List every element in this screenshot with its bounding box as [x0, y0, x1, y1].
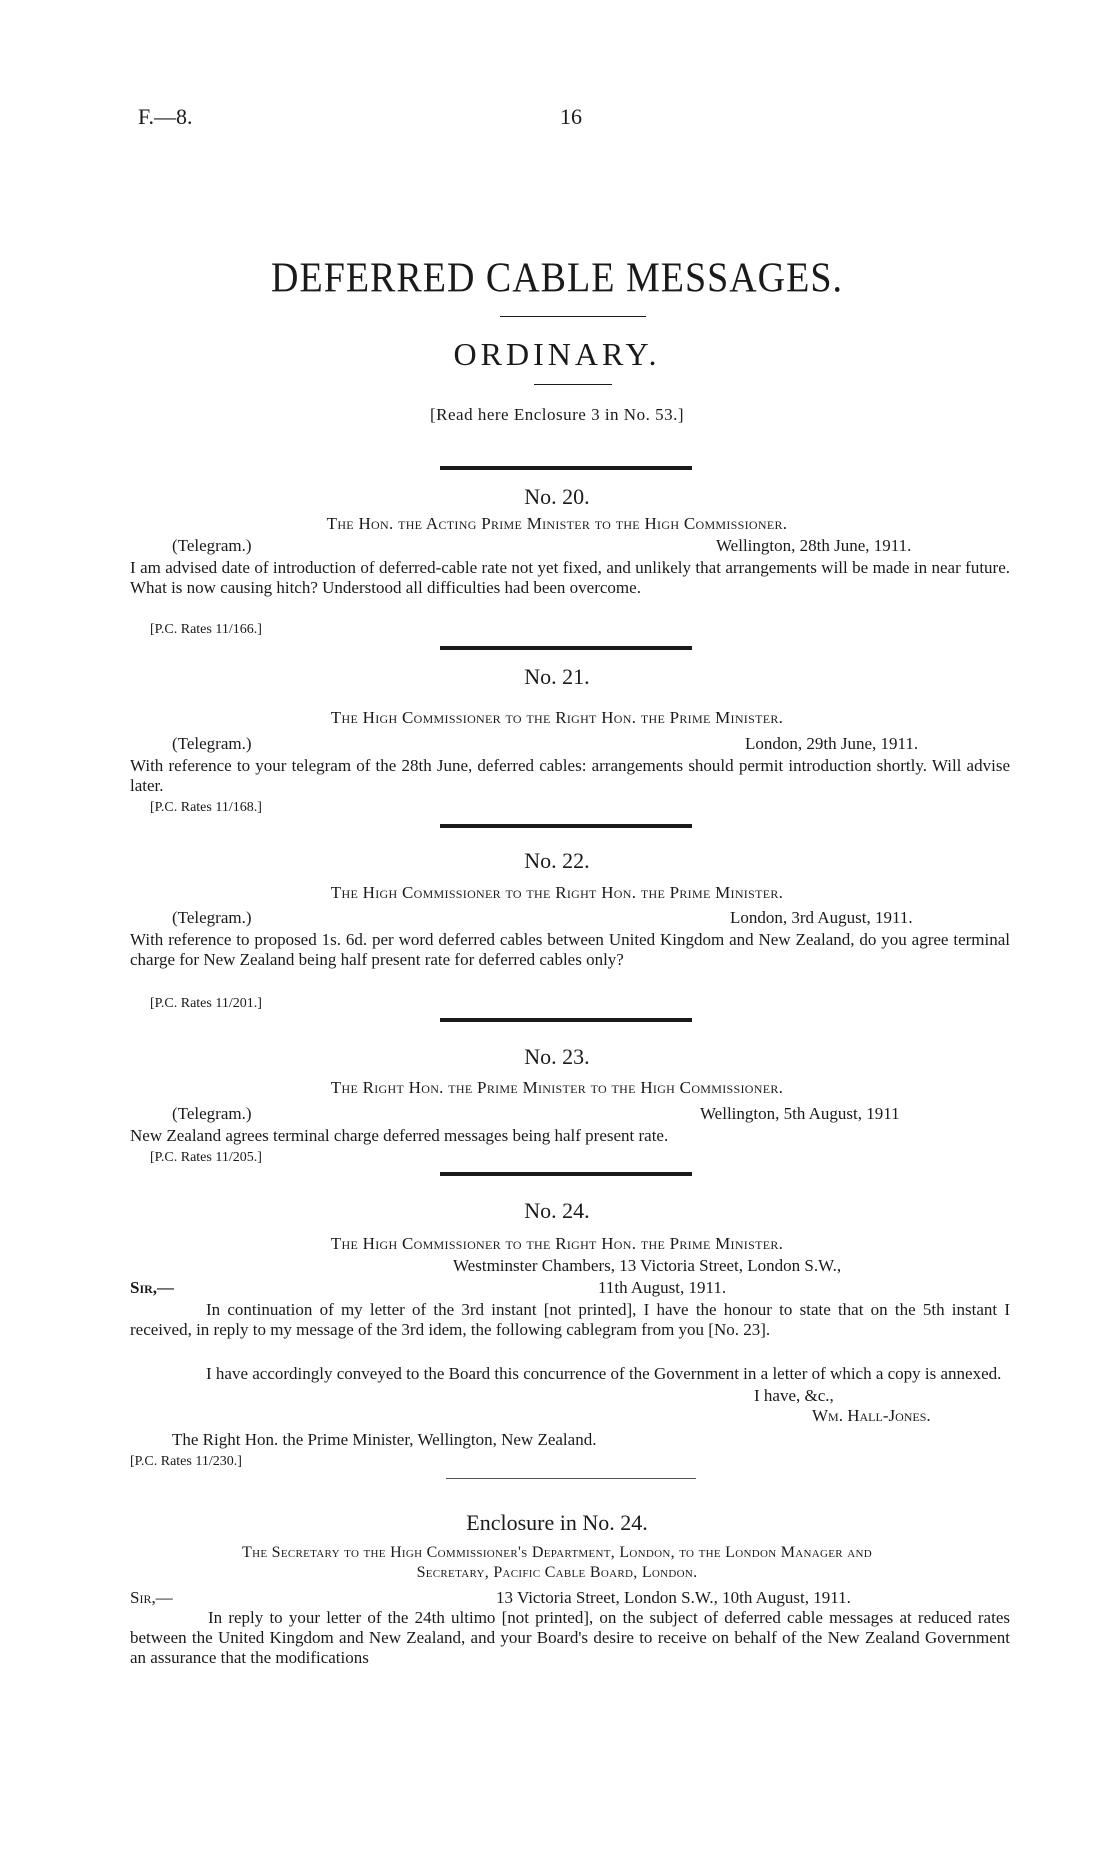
page-number: 16 — [560, 104, 582, 129]
page-title: DEFERRED CABLE MESSAGES. — [271, 254, 843, 302]
address-date: 13 Victoria Street, London S.W., 10th August, 1911. — [496, 1588, 851, 1607]
section-number: No. 23. — [524, 1044, 590, 1069]
message-body: New Zealand agrees terminal charge deferred messages being half present rate. — [130, 1126, 669, 1145]
section-heading: The High Commissioner to the Right Hon. the Prime Minister. — [330, 883, 784, 902]
message-type: (Telegram.) — [172, 1104, 252, 1123]
message-body: With reference to proposed 1s. 6d. per word deferred cables between United Kingdom and New Zealand, do you agree terminal charge for New Zealand being half present rate for deferred cables only? — [130, 930, 1010, 969]
section-number: No. 22. — [524, 848, 590, 873]
enclosure-title: Enclosure in No. 24. — [466, 1510, 648, 1535]
place-date: Wellington, 5th August, 1911 — [700, 1104, 900, 1123]
section-divider — [440, 824, 692, 828]
section-heading: The High Commissioner to the Right Hon. the Prime Minister. — [330, 708, 784, 727]
section-heading: The Right Hon. the Prime Minister to the High Commissioner. — [330, 1078, 784, 1097]
section-number: No. 24. — [524, 1198, 590, 1223]
addressee: The Right Hon. the Prime Minister, Wellington, New Zealand. — [172, 1430, 597, 1449]
enclosure-heading: Secretary, Pacific Cable Board, London. — [416, 1564, 698, 1581]
salutation: Sir,— — [130, 1278, 175, 1297]
section-divider — [446, 1478, 696, 1479]
file-reference: [P.C. Rates 11/205.] — [150, 1150, 262, 1165]
section-heading: The Hon. the Acting Prime Minister to the High Commissioner. — [326, 514, 788, 533]
file-reference: [P.C. Rates 11/201.] — [150, 996, 262, 1011]
message-type: (Telegram.) — [172, 734, 252, 753]
message-type: (Telegram.) — [172, 908, 252, 927]
message-type: (Telegram.) — [172, 536, 252, 555]
divider — [500, 316, 646, 317]
file-reference: [P.C. Rates 11/166.] — [150, 622, 262, 637]
letter-paragraph: In reply to your letter of the 24th ultimo [not printed], on the subject of deferred cable messages at reduced rates between the United Kingdom and New Zealand, and your Board's desire to receive on behalf of the New Zealand Government an assurance that the modifications — [130, 1608, 1010, 1667]
place-date: London, 3rd August, 1911. — [730, 908, 913, 927]
section-subtitle: ORDINARY. — [453, 336, 661, 372]
enclosure-heading: The Secretary to the High Commissioner's Department, London, to the London Manager and — [242, 1544, 872, 1561]
editorial-note: [Read here Enclosure 3 in No. 53.] — [430, 405, 684, 424]
section-heading: The High Commissioner to the Right Hon. the Prime Minister. — [330, 1234, 784, 1253]
letter-date: 11th August, 1911. — [598, 1278, 727, 1297]
section-number: No. 21. — [524, 664, 590, 689]
message-body: I am advised date of introduction of deferred-cable rate not yet fixed, and unlikely that arrangements will be made in near future. What is now causing hitch? Understood all difficulties had been overcome. — [130, 558, 1010, 597]
section-divider — [440, 1172, 692, 1176]
section-divider — [440, 1018, 692, 1022]
section-number: No. 20. — [524, 484, 590, 509]
section-divider — [440, 466, 692, 470]
salutation: Sir,— — [130, 1588, 173, 1607]
divider — [534, 384, 612, 385]
signature: Wm. Hall-Jones. — [812, 1406, 931, 1425]
letter-closing: I have, &c., — [754, 1386, 834, 1405]
sender-address: Westminster Chambers, 13 Victoria Street, London S.W., — [453, 1256, 842, 1275]
section-divider — [440, 646, 692, 650]
file-reference: [P.C. Rates 11/230.] — [130, 1454, 242, 1469]
place-date: London, 29th June, 1911. — [745, 734, 919, 753]
document-reference: F.—8. — [138, 104, 193, 129]
message-body: With reference to your telegram of the 28th June, deferred cables: arrangements should permit introduction shortly. Will advise later. — [130, 756, 1010, 795]
place-date: Wellington, 28th June, 1911. — [716, 536, 912, 555]
letter-paragraph: In continuation of my letter of the 3rd instant [not printed], I have the honour to state that on the 5th instant I received, in reply to my message of the 3rd idem, the following cablegram from you [No. 23]. — [130, 1300, 1010, 1339]
letter-paragraph: I have accordingly conveyed to the Board this concurrence of the Government in a letter of which a copy is annexed. — [206, 1364, 1002, 1383]
file-reference: [P.C. Rates 11/168.] — [150, 800, 262, 815]
